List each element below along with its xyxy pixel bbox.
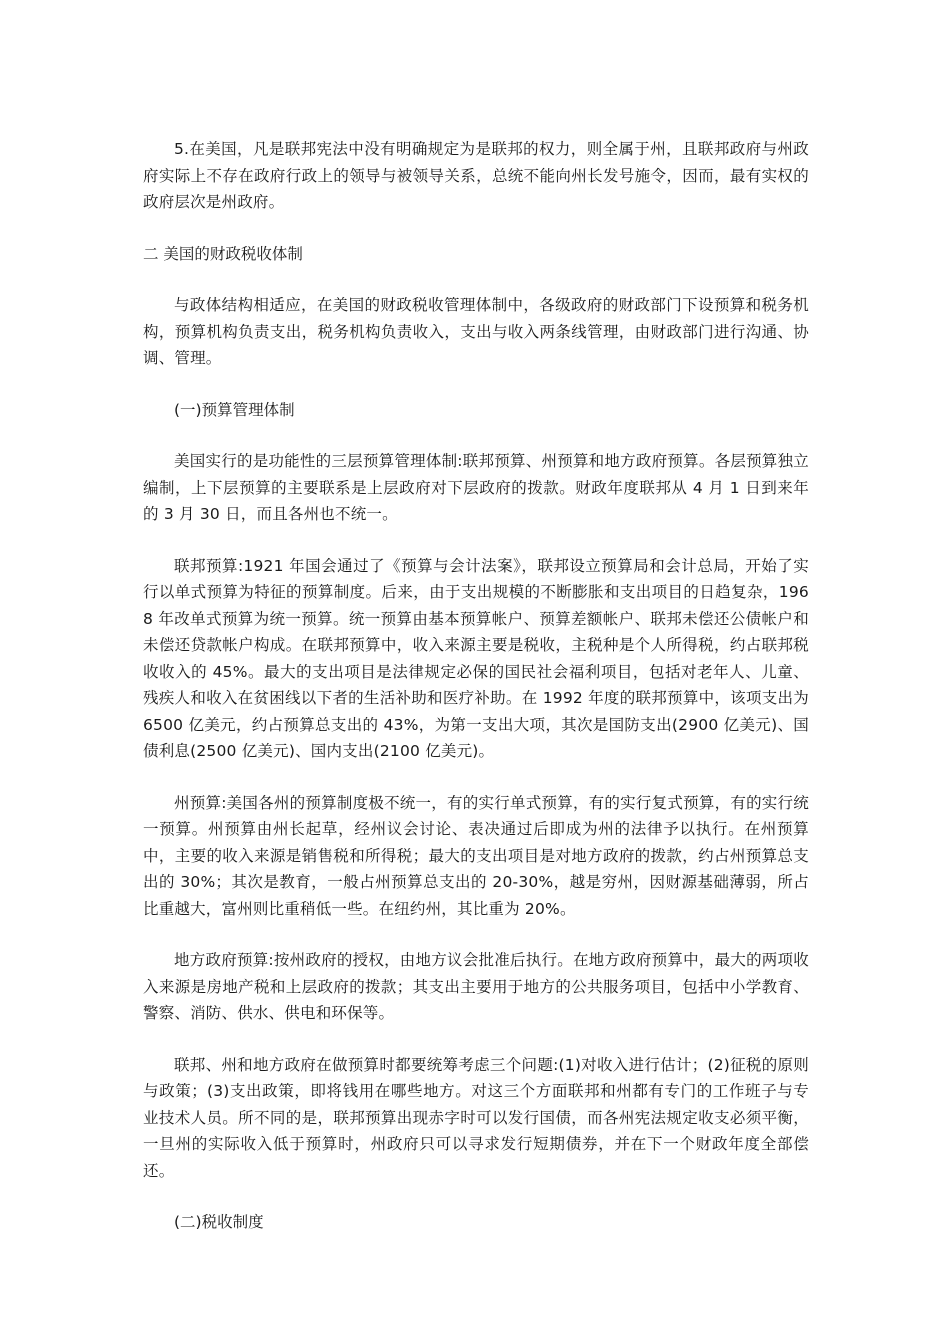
paragraph-state-budget: 州预算:美国各州的预算制度极不统一，有的实行单式预算，有的实行复式预算，有的实行统一预算。州预算由州长起草，经州议会讨论、表决通过后即成为州的法律予以执行。在州预算中，主要的收入来源是销售税和所得税；最大的支出项目是对地方政府的拨款，约占州预算总支出的 30%；其次是教育，一般占州预算总支出的 20-30%，越是穷州，因财源基础薄弱，所占比重越大，富州则比重稍低一些。在纽约州，其比重为 20%。 — [143, 793, 809, 918]
subheading-budget-management: (一)预算管理体制 — [174, 400, 295, 419]
section-heading-fiscal-tax-system: 二 美国的财政税收体制 — [143, 244, 303, 263]
paragraph-budget-considerations: 联邦、州和地方政府在做预算时都要统筹考虑三个问题:(1)对收入进行估计；(2)征税的原则与政策；(3)支出政策，即将钱用在哪些地方。对这三个方面联邦和州都有专门的工作班子与专业技术人员。所不同的是，联邦预算出现赤字时可以发行国债，而各州宪法规定收支必须平衡，一旦州的实际收入低于预算时，州政府只可以寻求发行短期债券，并在下一个财政年度全部偿还。 — [143, 1055, 809, 1180]
paragraph-fiscal-structure: 与政体结构相适应，在美国的财政税收管理体制中，各级政府的财政部门下设预算和税务机构，预算机构负责支出，税务机构负责收入，支出与收入两条线管理，由财政部门进行沟通、协调、管理。 — [143, 296, 809, 367]
paragraph-federal-budget: 联邦预算:1921 年国会通过了《预算与会计法案》，联邦设立预算局和会计总局，开始了实行以单式预算为特征的预算制度。后来，由于支出规模的不断膨胀和支出项目的日趋复杂，1968 年改单式预算为统一预算。统一预算由基本预算帐户、预算差额帐户、联邦未偿还公债帐户和未偿还贷款帐户构成。在联邦预算中，收入来源主要是税收，主税种是个人所得税，约占联邦税收收入的 45%。最大的支出项目是法律规定必保的国民社会福利项目，包括对老年人、儿童、残疾人和收入在贫困线以下者的生活补助和医疗补助。在 1992 年度的联邦预算中，该项支出为 6500 亿美元，约占预算总支出的 43%，为第一支出大项，其次是国防支出(2900 亿美元)、国债利息(2500 亿美元)、国内支出(2100 亿美元)。 — [143, 556, 809, 760]
paragraph-state-power: 5.在美国，凡是联邦宪法中没有明确规定为是联邦的权力，则全属于州，且联邦政府与州政府实际上不存在政府行政上的领导与被领导关系，总统不能向州长发号施令，因而，最有实权的政府层次是州政府。 — [143, 140, 809, 211]
paragraph-local-budget: 地方政府预算:按州政府的授权，由地方议会批准后执行。在地方政府预算中，最大的两项收入来源是房地产税和上层政府的拨款；其支出主要用于地方的公共服务项目，包括中小学教育、警察、消防、供水、供电和环保等。 — [143, 951, 809, 1022]
paragraph-three-tier-budget: 美国实行的是功能性的三层预算管理体制:联邦预算、州预算和地方政府预算。各层预算独立编制，上下层预算的主要联系是上层政府对下层政府的拨款。财政年度联邦从 4 月 1 日到来年的 3 月 30 日，而且各州也不统一。 — [143, 452, 809, 523]
document-page — [143, 136, 809, 1261]
subheading-tax-system: (二)税收制度 — [174, 1213, 264, 1231]
